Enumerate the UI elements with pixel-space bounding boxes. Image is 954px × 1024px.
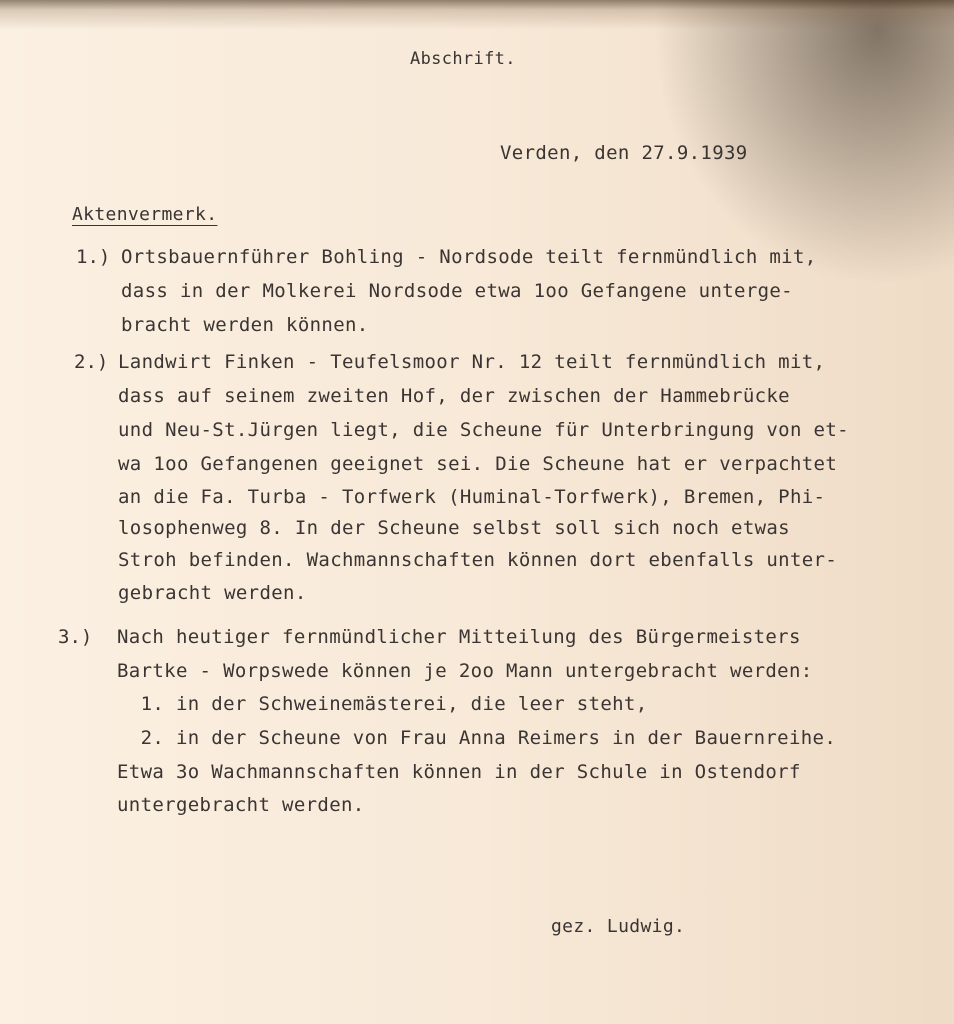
dateline: Verden, den 27.9.1939	[500, 142, 748, 164]
item-line: 2. in der Scheune von Frau Anna Reimers in der Bauernreihe.	[117, 727, 837, 749]
item-line: und Neu-St.Jürgen liegt, die Scheune für Unterbringung von et-	[118, 419, 849, 441]
item-line: bracht werden können.	[121, 314, 369, 336]
item-number: 1.)	[76, 246, 111, 268]
document-title: Abschrift.	[410, 49, 516, 69]
item-line: losophenweg 8. In der Scheune selbst soll sich noch etwas	[118, 517, 790, 539]
item-line: Landwirt Finken - Teufelsmoor Nr. 12 teilt fernmündlich mit,	[118, 351, 826, 373]
item-line: Stroh befinden. Wachmannschaften können dort ebenfalls unter-	[118, 549, 838, 571]
item-line: wa 1oo Gefangenen geeignet sei. Die Scheune hat er verpachtet	[118, 453, 838, 475]
item-line: untergebracht werden.	[117, 794, 365, 816]
item-line: gebracht werden.	[118, 582, 307, 604]
item-line: Nach heutiger fernmündlicher Mitteilung des Bürgermeisters	[117, 626, 801, 648]
item-number: 3.)	[58, 626, 93, 648]
item-line: 1. in der Schweinemästerei, die leer steht,	[117, 693, 648, 715]
signature: gez. Ludwig.	[551, 916, 686, 937]
item-line: Ortsbauernführer Bohling - Nordsode teilt fernmündlich mit,	[121, 246, 817, 268]
item-line: an die Fa. Turba - Torfwerk (Huminal-Torfwerk), Bremen, Phi-	[118, 486, 826, 508]
item-line: Etwa 3o Wachmannschaften können in der Schule in Ostendorf	[117, 761, 801, 783]
memo-heading: Aktenvermerk.	[72, 204, 218, 225]
item-line: dass in der Molkerei Nordsode etwa 1oo Gefangene unterge-	[121, 280, 793, 302]
item-number: 2.)	[74, 351, 109, 373]
item-line: dass auf seinem zweiten Hof, der zwischen der Hammebrücke	[118, 385, 790, 407]
item-line: Bartke - Worpswede können je 2oo Mann untergebracht werden:	[117, 660, 813, 682]
